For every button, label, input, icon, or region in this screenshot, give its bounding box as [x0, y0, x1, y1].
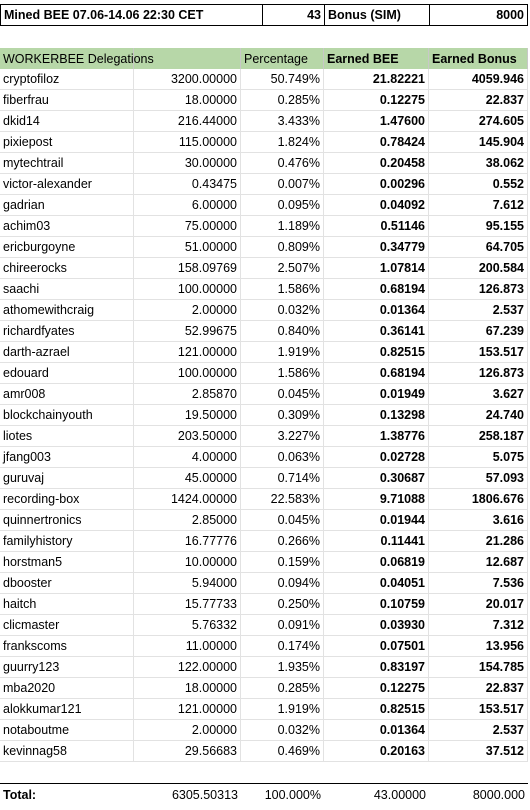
delegator-cell[interactable]: cryptofiloz: [0, 69, 134, 89]
percentage-cell[interactable]: 0.285%: [241, 678, 324, 698]
earned-bonus-cell[interactable]: 57.093: [429, 468, 528, 488]
earned-bee-cell[interactable]: 0.83197: [324, 657, 429, 677]
total-earned-bonus[interactable]: 8000.000: [472, 787, 525, 802]
table-row: [0, 615, 528, 636]
earned-bonus-cell[interactable]: 0.552: [429, 174, 528, 194]
delegator-cell[interactable]: guurry123: [0, 657, 134, 677]
table-row: [0, 552, 528, 573]
earned-bee-cell[interactable]: 0.78424: [324, 132, 429, 152]
table-row: [0, 321, 528, 342]
percentage-cell[interactable]: 0.032%: [241, 300, 324, 320]
earned-bee-cell[interactable]: 1.07814: [324, 258, 429, 278]
earned-bonus-cell[interactable]: 22.837: [429, 90, 528, 110]
earned-bonus-cell[interactable]: 126.873: [429, 279, 528, 299]
amount-cell[interactable]: 29.56683: [134, 741, 241, 761]
percentage-cell[interactable]: 1.919%: [241, 342, 324, 362]
earned-bonus-cell[interactable]: 154.785: [429, 657, 528, 677]
earned-bee-cell[interactable]: 0.01944: [324, 510, 429, 530]
earned-bonus-cell[interactable]: 153.517: [429, 699, 528, 719]
earned-bee-cell[interactable]: 0.68194: [324, 279, 429, 299]
delegator-cell[interactable]: horstman5: [0, 552, 134, 572]
delegator-cell[interactable]: gadrian: [0, 195, 134, 215]
delegator-cell[interactable]: mytechtrail: [0, 153, 134, 173]
percentage-cell[interactable]: 1.824%: [241, 132, 324, 152]
table-row: [0, 657, 528, 678]
bonus-label-cell[interactable]: Bonus (SIM): [325, 5, 430, 25]
table-row: [0, 741, 528, 762]
totals-row: [0, 783, 528, 805]
earned-bonus-cell[interactable]: 12.687: [429, 552, 528, 572]
earned-bonus-cell[interactable]: 153.517: [429, 342, 528, 362]
earned-bee-cell[interactable]: 0.30687: [324, 468, 429, 488]
earned-bonus-cell[interactable]: 126.873: [429, 363, 528, 383]
earned-bee-cell[interactable]: 0.07501: [324, 636, 429, 656]
mined-label-cell[interactable]: Mined BEE 07.06-14.06 22:30 CET: [1, 5, 263, 25]
delegator-cell[interactable]: mba2020: [0, 678, 134, 698]
delegator-cell[interactable]: ericburgoyne: [0, 237, 134, 257]
amount-cell[interactable]: 11.00000: [134, 636, 241, 656]
percentage-cell[interactable]: 0.045%: [241, 384, 324, 404]
table-row: [0, 594, 528, 615]
percentage-cell[interactable]: 0.840%: [241, 321, 324, 341]
amount-cell[interactable]: 2.00000: [134, 720, 241, 740]
amount-cell[interactable]: 5.76332: [134, 615, 241, 635]
earned-bee-cell[interactable]: 0.51146: [324, 216, 429, 236]
earned-bonus-cell[interactable]: 64.705: [429, 237, 528, 257]
table-row: [0, 153, 528, 174]
percentage-cell[interactable]: 0.250%: [241, 594, 324, 614]
table-row: [0, 531, 528, 552]
earned-bee-cell[interactable]: 0.20458: [324, 153, 429, 173]
amount-cell[interactable]: 2.85870: [134, 384, 241, 404]
delegator-cell[interactable]: notaboutme: [0, 720, 134, 740]
earned-bonus-cell[interactable]: 7.312: [429, 615, 528, 635]
table-row: [0, 447, 528, 468]
header-delegator[interactable]: WORKERBEE Delegations: [0, 48, 134, 69]
earned-bee-cell[interactable]: 1.47600: [324, 111, 429, 131]
amount-cell[interactable]: 75.00000: [134, 216, 241, 236]
earned-bonus-cell[interactable]: 145.904: [429, 132, 528, 152]
delegator-cell[interactable]: quinnertronics: [0, 510, 134, 530]
earned-bonus-cell[interactable]: 2.537: [429, 300, 528, 320]
earned-bonus-cell[interactable]: 258.187: [429, 426, 528, 446]
earned-bonus-cell[interactable]: 3.616: [429, 510, 528, 530]
percentage-cell[interactable]: 0.809%: [241, 237, 324, 257]
table-header: [0, 48, 528, 69]
percentage-cell[interactable]: 0.476%: [241, 153, 324, 173]
earned-bee-cell[interactable]: 0.01364: [324, 300, 429, 320]
earned-bonus-cell[interactable]: 200.584: [429, 258, 528, 278]
amount-cell[interactable]: 45.00000: [134, 468, 241, 488]
delegator-cell[interactable]: fiberfrau: [0, 90, 134, 110]
earned-bee-cell[interactable]: 0.36141: [324, 321, 429, 341]
earned-bee-cell[interactable]: 0.68194: [324, 363, 429, 383]
bonus-value-cell[interactable]: 8000: [430, 5, 528, 25]
earned-bonus-cell[interactable]: 274.605: [429, 111, 528, 131]
table-row: [0, 468, 528, 489]
amount-cell[interactable]: 203.50000: [134, 426, 241, 446]
delegator-cell[interactable]: saachi: [0, 279, 134, 299]
earned-bonus-cell[interactable]: 3.627: [429, 384, 528, 404]
amount-cell[interactable]: 15.77733: [134, 594, 241, 614]
table-row: [0, 258, 528, 279]
amount-cell[interactable]: 18.00000: [134, 90, 241, 110]
table-row: [0, 111, 528, 132]
earned-bonus-cell[interactable]: 7.612: [429, 195, 528, 215]
delegator-cell[interactable]: richardfyates: [0, 321, 134, 341]
delegator-cell[interactable]: edouard: [0, 363, 134, 383]
earned-bee-cell[interactable]: 0.13298: [324, 405, 429, 425]
earned-bee-cell[interactable]: 0.10759: [324, 594, 429, 614]
percentage-cell[interactable]: 1.189%: [241, 216, 324, 236]
delegator-cell[interactable]: frankscoms: [0, 636, 134, 656]
amount-cell[interactable]: 18.00000: [134, 678, 241, 698]
percentage-cell[interactable]: 1.586%: [241, 279, 324, 299]
table-row: [0, 489, 528, 510]
table-row: [0, 384, 528, 405]
table-row: [0, 510, 528, 531]
delegator-cell[interactable]: alokkumar121: [0, 699, 134, 719]
percentage-cell[interactable]: 0.714%: [241, 468, 324, 488]
amount-cell[interactable]: 19.50000: [134, 405, 241, 425]
amount-cell[interactable]: 52.99675: [134, 321, 241, 341]
percentage-cell[interactable]: 0.095%: [241, 195, 324, 215]
total-label[interactable]: Total:: [3, 787, 37, 802]
earned-bee-cell[interactable]: 0.03930: [324, 615, 429, 635]
delegator-cell[interactable]: guruvaj: [0, 468, 134, 488]
earned-bee-cell[interactable]: 0.82515: [324, 699, 429, 719]
percentage-cell[interactable]: 0.007%: [241, 174, 324, 194]
percentage-cell[interactable]: 0.045%: [241, 510, 324, 530]
table-row: [0, 678, 528, 699]
earned-bonus-cell[interactable]: 21.286: [429, 531, 528, 551]
amount-cell[interactable]: 2.85000: [134, 510, 241, 530]
delegator-cell[interactable]: darth-azrael: [0, 342, 134, 362]
earned-bee-cell[interactable]: 0.34779: [324, 237, 429, 257]
percentage-cell[interactable]: 22.583%: [241, 489, 324, 509]
percentage-cell[interactable]: 0.469%: [241, 741, 324, 761]
delegator-cell[interactable]: pixiepost: [0, 132, 134, 152]
amount-cell[interactable]: 121.00000: [134, 342, 241, 362]
earned-bee-cell[interactable]: 0.82515: [324, 342, 429, 362]
table-row: [0, 90, 528, 111]
earned-bee-cell[interactable]: 0.01949: [324, 384, 429, 404]
earned-bonus-cell[interactable]: 95.155: [429, 216, 528, 236]
amount-cell[interactable]: 158.09769: [134, 258, 241, 278]
percentage-cell[interactable]: 1.935%: [241, 657, 324, 677]
amount-cell[interactable]: 1424.00000: [134, 489, 241, 509]
amount-cell[interactable]: 122.00000: [134, 657, 241, 677]
header-earned-bee[interactable]: Earned BEE: [324, 48, 429, 69]
earned-bee-cell[interactable]: 0.06819: [324, 552, 429, 572]
delegator-cell[interactable]: jfang003: [0, 447, 134, 467]
delegator-cell[interactable]: clicmaster: [0, 615, 134, 635]
table-row: [0, 237, 528, 258]
earned-bee-cell[interactable]: 0.02728: [324, 447, 429, 467]
table-row: [0, 636, 528, 657]
earned-bonus-cell[interactable]: 24.740: [429, 405, 528, 425]
earned-bonus-cell[interactable]: 37.512: [429, 741, 528, 761]
delegator-cell[interactable]: dkid14: [0, 111, 134, 131]
amount-cell[interactable]: 5.94000: [134, 573, 241, 593]
table-row: [0, 573, 528, 594]
table-row: [0, 342, 528, 363]
amount-cell[interactable]: 6.00000: [134, 195, 241, 215]
amount-cell[interactable]: 16.77776: [134, 531, 241, 551]
earned-bonus-cell[interactable]: 7.536: [429, 573, 528, 593]
percentage-cell[interactable]: 0.091%: [241, 615, 324, 635]
percentage-cell[interactable]: 1.919%: [241, 699, 324, 719]
earned-bee-cell[interactable]: 0.04051: [324, 573, 429, 593]
delegator-cell[interactable]: victor-alexander: [0, 174, 134, 194]
delegator-cell[interactable]: achim03: [0, 216, 134, 236]
delegator-cell[interactable]: athomewithcraig: [0, 300, 134, 320]
table-row: [0, 132, 528, 153]
earned-bee-cell[interactable]: 0.04092: [324, 195, 429, 215]
percentage-cell[interactable]: 0.159%: [241, 552, 324, 572]
header-amount[interactable]: [134, 48, 241, 69]
amount-cell[interactable]: 115.00000: [134, 132, 241, 152]
earned-bonus-cell[interactable]: 4059.946: [429, 69, 528, 89]
table-row: [0, 720, 528, 741]
earned-bee-cell[interactable]: 1.38776: [324, 426, 429, 446]
amount-cell[interactable]: 3200.00000: [134, 69, 241, 89]
amount-cell[interactable]: 0.43475: [134, 174, 241, 194]
delegation-rows: [0, 69, 528, 762]
earned-bonus-cell[interactable]: 2.537: [429, 720, 528, 740]
total-earned-bee[interactable]: 43.00000: [373, 787, 426, 802]
percentage-cell[interactable]: 0.266%: [241, 531, 324, 551]
earned-bee-cell[interactable]: 0.11441: [324, 531, 429, 551]
summary-row: [0, 4, 528, 26]
earned-bonus-cell[interactable]: 67.239: [429, 321, 528, 341]
table-row: [0, 69, 528, 90]
table-row: [0, 279, 528, 300]
earned-bee-cell[interactable]: 21.82221: [324, 69, 429, 89]
amount-cell[interactable]: 121.00000: [134, 699, 241, 719]
total-delegated[interactable]: 6305.50313: [171, 787, 238, 802]
delegator-cell[interactable]: dbooster: [0, 573, 134, 593]
earned-bonus-cell[interactable]: 1806.676: [429, 489, 528, 509]
delegator-cell[interactable]: amr008: [0, 384, 134, 404]
delegator-cell[interactable]: chireerocks: [0, 258, 134, 278]
table-row: [0, 300, 528, 321]
percentage-cell[interactable]: 0.063%: [241, 447, 324, 467]
percentage-cell[interactable]: 0.285%: [241, 90, 324, 110]
table-row: [0, 405, 528, 426]
amount-cell[interactable]: 100.00000: [134, 363, 241, 383]
delegator-cell[interactable]: familyhistory: [0, 531, 134, 551]
amount-cell[interactable]: 4.00000: [134, 447, 241, 467]
percentage-cell[interactable]: 3.227%: [241, 426, 324, 446]
header-earned-bonus[interactable]: Earned Bonus: [429, 48, 528, 69]
delegator-cell[interactable]: liotes: [0, 426, 134, 446]
earned-bee-cell[interactable]: 0.12275: [324, 90, 429, 110]
percentage-cell[interactable]: 50.749%: [241, 69, 324, 89]
percentage-cell[interactable]: 0.174%: [241, 636, 324, 656]
mined-value-cell[interactable]: 43: [263, 5, 325, 25]
table-row: [0, 363, 528, 384]
delegator-cell[interactable]: recording-box: [0, 489, 134, 509]
amount-cell[interactable]: 30.00000: [134, 153, 241, 173]
amount-cell[interactable]: 2.00000: [134, 300, 241, 320]
earned-bee-cell[interactable]: 0.20163: [324, 741, 429, 761]
earned-bee-cell[interactable]: 0.00296: [324, 174, 429, 194]
earned-bee-cell[interactable]: 0.01364: [324, 720, 429, 740]
earned-bonus-cell[interactable]: 13.956: [429, 636, 528, 656]
delegator-cell[interactable]: haitch: [0, 594, 134, 614]
earned-bonus-cell[interactable]: 20.017: [429, 594, 528, 614]
percentage-cell[interactable]: 0.309%: [241, 405, 324, 425]
percentage-cell[interactable]: 3.433%: [241, 111, 324, 131]
delegator-cell[interactable]: blockchainyouth: [0, 405, 134, 425]
percentage-cell[interactable]: 1.586%: [241, 363, 324, 383]
delegator-cell[interactable]: kevinnag58: [0, 741, 134, 761]
earned-bee-cell[interactable]: 0.12275: [324, 678, 429, 698]
amount-cell[interactable]: 216.44000: [134, 111, 241, 131]
amount-cell[interactable]: 51.00000: [134, 237, 241, 257]
table-row: [0, 216, 528, 237]
table-row: [0, 699, 528, 720]
percentage-cell[interactable]: 0.094%: [241, 573, 324, 593]
total-percentage[interactable]: 100.000%: [264, 787, 321, 802]
earned-bonus-cell[interactable]: 38.062: [429, 153, 528, 173]
earned-bonus-cell[interactable]: 22.837: [429, 678, 528, 698]
amount-cell[interactable]: 10.00000: [134, 552, 241, 572]
table-row: [0, 195, 528, 216]
earned-bonus-cell[interactable]: 5.075: [429, 447, 528, 467]
table-row: [0, 426, 528, 447]
earned-bee-cell[interactable]: 9.71088: [324, 489, 429, 509]
header-percentage[interactable]: Percentage: [241, 48, 324, 69]
percentage-cell[interactable]: 2.507%: [241, 258, 324, 278]
amount-cell[interactable]: 100.00000: [134, 279, 241, 299]
percentage-cell[interactable]: 0.032%: [241, 720, 324, 740]
table-row: [0, 174, 528, 195]
